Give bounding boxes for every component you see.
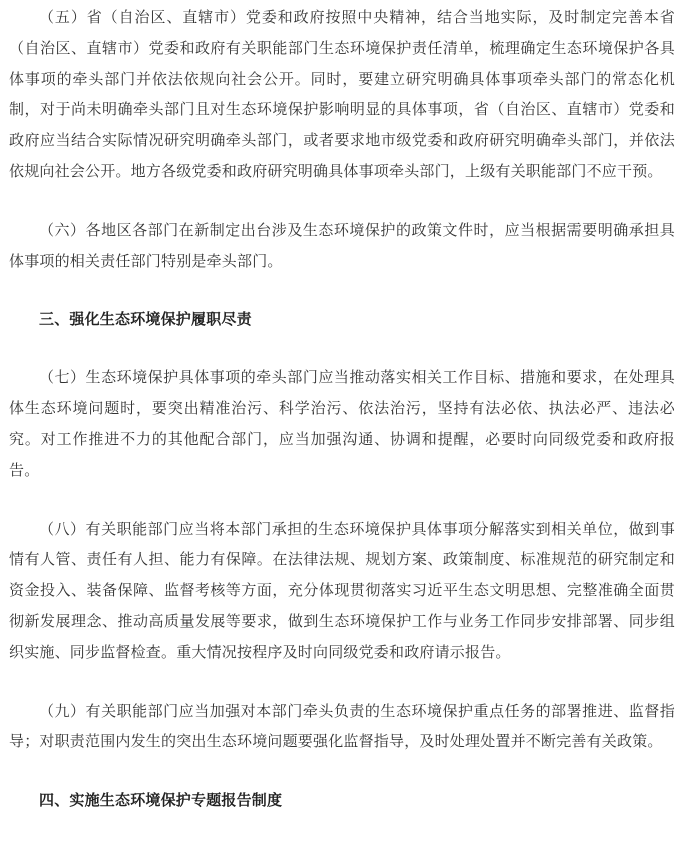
paragraph-gap <box>9 276 675 304</box>
paragraph-gap <box>9 334 675 362</box>
paragraph-6: （六）各地区各部门在新制定出台涉及生态环境保护的政策文件时，应当根据需要明确承担具体事项的相关责任部门特别是牵头部门。 <box>9 220 675 270</box>
section-heading-3: 三、强化生态环境保护履职尽责 <box>39 310 252 329</box>
paragraph-gap <box>9 486 675 514</box>
paragraph-8: （八）有关职能部门应当将本部门承担的生态环境保护具体事项分解落实到相关单位，做到事情有人管、责任有人担、能力有保障。在法律法规、规划方案、政策制度、标准规范的研究制定和资金投入、装备保障、监督考核等方面，充分体现贯彻落实习近平生态文明思想、完整准确全面贯彻新发展理念、推动高质量发展等要求，做到生态环境保护工作与业务工作同步安排部署、同步组织实施、同步监督检查。重大情况按程序及时向同级党委和政府请示报告。 <box>9 519 675 661</box>
article-body <box>9 0 675 815</box>
paragraph-9: （九）有关职能部门应当加强对本部门牵头负责的生态环境保护重点任务的部署推进、监督指导；对职责范围内发生的突出生态环境问题要强化监督指导，及时处理处置并不断完善有关政策。 <box>9 701 675 751</box>
paragraph-7: （七）生态环境保护具体事项的牵头部门应当推动落实相关工作目标、措施和要求，在处理具体生态环境问题时，要突出精准治污、科学治污、依法治污，坚持有法必依、执法必严、违法必究。对工作推进不力的其他配合部门，应当加强沟通、协调和提醒，必要时向同级党委和政府报告。 <box>9 368 675 479</box>
section-heading-4: 四、实施生态环境保护专题报告制度 <box>39 791 283 810</box>
paragraph-gap <box>9 187 675 215</box>
paragraph-gap <box>9 757 675 785</box>
paragraph-gap <box>9 668 675 696</box>
paragraph-5: （五）省（自治区、直辖市）党委和政府按照中央精神，结合当地实际，及时制定完善本省（自治区、直辖市）党委和政府有关职能部门生态环境保护责任清单，梳理确定生态环境保护各具体事项的牵头部门并依法依规向社会公开。同时，要建立研究明确具体事项牵头部门的常态化机制，对于尚未明确牵头部门且对生态环境保护影响明显的具体事项，省（自治区、直辖市）党委和政府应当结合实际情况研究明确牵头部门，或者要求地市级党委和政府研究明确牵头部门，并依法依规向社会公开。地方各级党委和政府研究明确具体事项牵头部门，上级有关职能部门不应干预。 <box>9 8 675 180</box>
